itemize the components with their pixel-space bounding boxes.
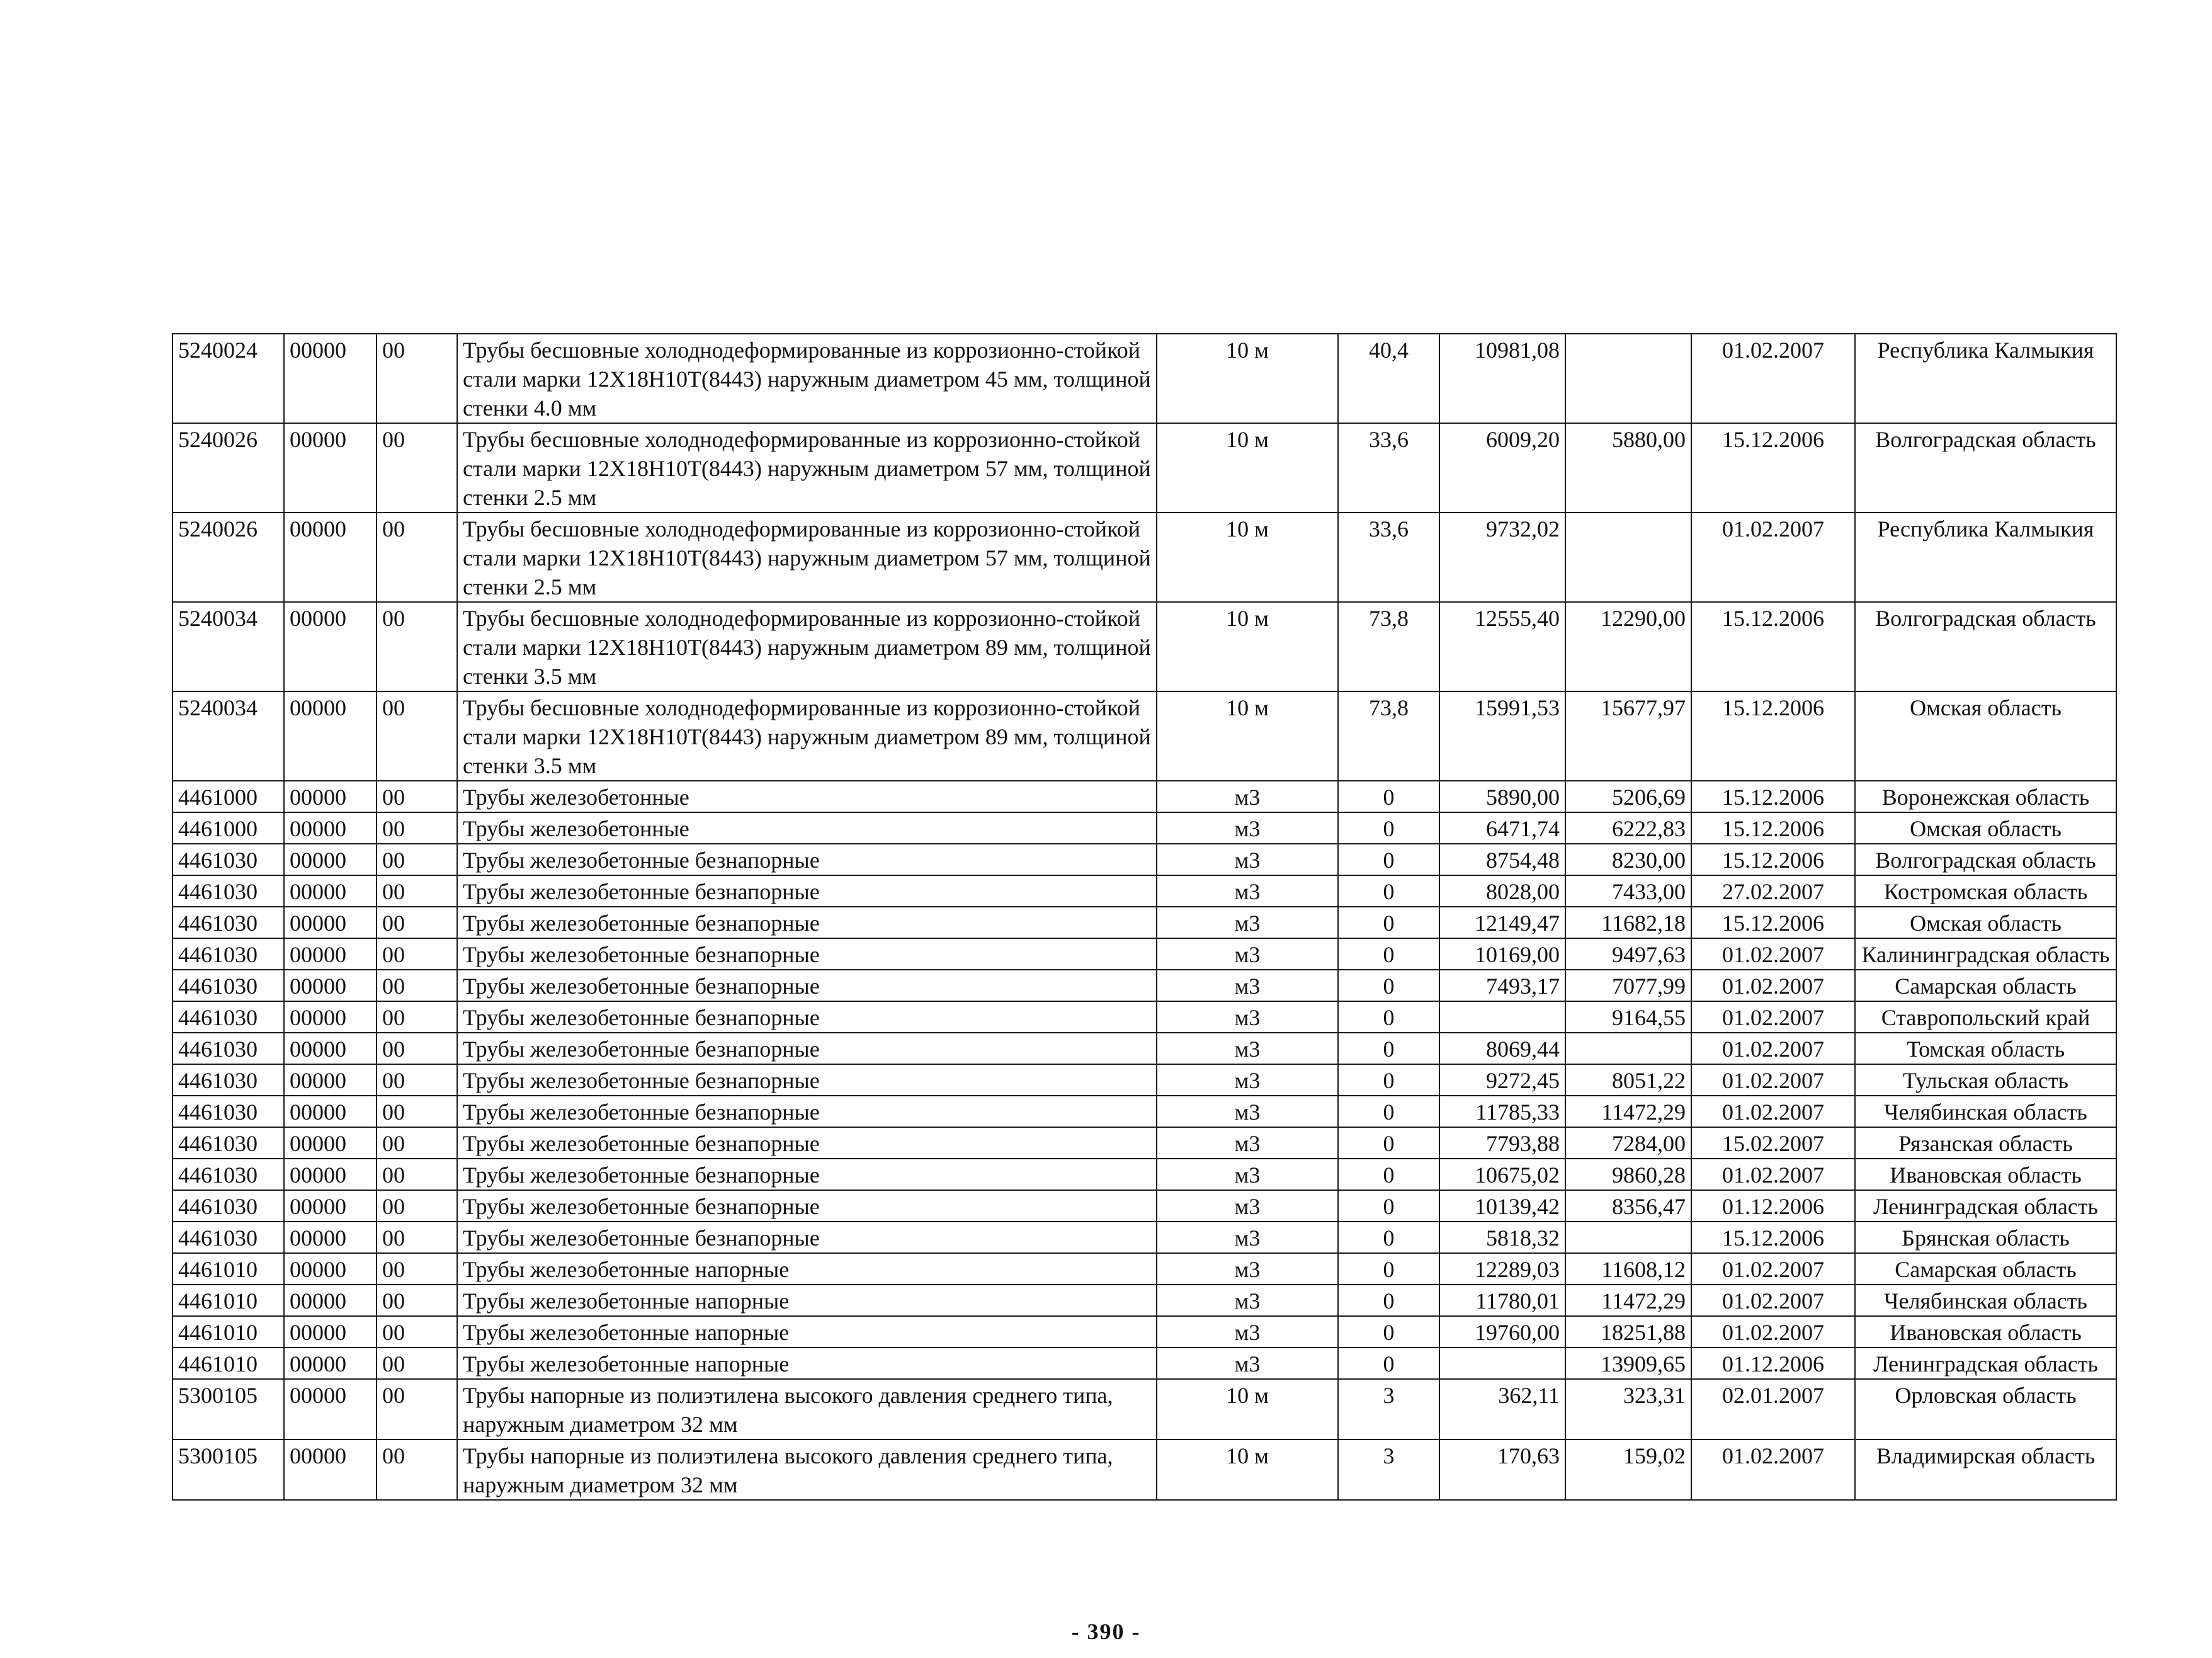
unit-cell: м3: [1157, 1064, 1338, 1096]
subcode-cell: 00000: [284, 1348, 377, 1379]
price-without-vat-cell: 159,02: [1565, 1439, 1691, 1500]
region-cell: Волгоградская область: [1855, 844, 2116, 875]
table-row: [173, 781, 2116, 812]
item-code-cell: 5240024: [173, 334, 284, 423]
price-without-vat-cell: 7077,99: [1565, 970, 1691, 1001]
price-cell: 8069,44: [1439, 1033, 1565, 1064]
price-without-vat-cell: 9164,55: [1565, 1001, 1691, 1033]
coefficient-cell: 0: [1338, 1001, 1439, 1033]
price-without-vat-cell: 12290,00: [1565, 602, 1691, 691]
item-code-cell: 4461030: [173, 1096, 284, 1127]
region-cell: Ивановская область: [1855, 1159, 2116, 1190]
region-cell: Калининградская область: [1855, 938, 2116, 970]
date-cell: 01.02.2007: [1691, 1253, 1855, 1285]
price-cell: 12149,47: [1439, 907, 1565, 938]
date-cell: 02.01.2007: [1691, 1379, 1855, 1439]
unit-cell: м3: [1157, 1127, 1338, 1159]
price-cell: 12289,03: [1439, 1253, 1565, 1285]
table-row: [173, 938, 2116, 970]
subcode-cell: 00000: [284, 970, 377, 1001]
item-name-cell: Трубы напорные из полиэтилена высокого давления среднего типа, наружным диаметром 32 мм: [457, 1379, 1157, 1439]
extension-cell: 00: [377, 1033, 457, 1064]
unit-cell: м3: [1157, 1316, 1338, 1348]
price-cell: 10169,00: [1439, 938, 1565, 970]
item-code-cell: 4461030: [173, 1159, 284, 1190]
price-without-vat-cell: 11608,12: [1565, 1253, 1691, 1285]
coefficient-cell: 33,6: [1338, 423, 1439, 513]
unit-cell: м3: [1157, 781, 1338, 812]
item-name-cell: Трубы железобетонные напорные: [457, 1253, 1157, 1285]
unit-cell: м3: [1157, 844, 1338, 875]
subcode-cell: 00000: [284, 1064, 377, 1096]
table-row: [173, 875, 2116, 907]
table-row: [173, 1439, 2116, 1500]
item-code-cell: 5300105: [173, 1379, 284, 1439]
subcode-cell: 00000: [284, 1379, 377, 1439]
extension-cell: 00: [377, 1439, 457, 1500]
coefficient-cell: 0: [1338, 1190, 1439, 1222]
unit-cell: м3: [1157, 1285, 1338, 1316]
extension-cell: 00: [377, 1253, 457, 1285]
item-name-cell: Трубы железобетонные безнапорные: [457, 1033, 1157, 1064]
coefficient-cell: 0: [1338, 1253, 1439, 1285]
coefficient-cell: 0: [1338, 1159, 1439, 1190]
subcode-cell: 00000: [284, 334, 377, 423]
unit-cell: м3: [1157, 1159, 1338, 1190]
coefficient-cell: 0: [1338, 1033, 1439, 1064]
item-name-cell: Трубы железобетонные безнапорные: [457, 970, 1157, 1001]
extension-cell: 00: [377, 513, 457, 602]
price-cell: 12555,40: [1439, 602, 1565, 691]
price-without-vat-cell: [1565, 513, 1691, 602]
price-without-vat-cell: 8230,00: [1565, 844, 1691, 875]
item-name-cell: Трубы железобетонные безнапорные: [457, 1222, 1157, 1253]
extension-cell: 00: [377, 1222, 457, 1253]
item-name-cell: Трубы железобетонные напорные: [457, 1316, 1157, 1348]
region-cell: Костромская область: [1855, 875, 2116, 907]
item-name-cell: Трубы железобетонные: [457, 781, 1157, 812]
item-code-cell: 4461000: [173, 781, 284, 812]
region-cell: Самарская область: [1855, 970, 2116, 1001]
table-row: [173, 691, 2116, 781]
subcode-cell: 00000: [284, 1253, 377, 1285]
region-cell: Владимирская область: [1855, 1439, 2116, 1500]
coefficient-cell: 0: [1338, 1064, 1439, 1096]
extension-cell: 00: [377, 812, 457, 844]
date-cell: 01.02.2007: [1691, 938, 1855, 970]
price-without-vat-cell: [1565, 1033, 1691, 1064]
date-cell: 01.12.2006: [1691, 1190, 1855, 1222]
price-cell: 11785,33: [1439, 1096, 1565, 1127]
price-without-vat-cell: 8051,22: [1565, 1064, 1691, 1096]
table-row: [173, 1253, 2116, 1285]
unit-cell: м3: [1157, 1001, 1338, 1033]
coefficient-cell: 0: [1338, 875, 1439, 907]
unit-cell: м3: [1157, 875, 1338, 907]
table-row: [173, 1159, 2116, 1190]
table-body: [173, 334, 2116, 1500]
price-without-vat-cell: 5880,00: [1565, 423, 1691, 513]
item-name-cell: Трубы бесшовные холоднодеформированные из коррозионно-стойкой стали марки 12Х18Н10Т(8443) наружным диаметром 45 мм, толщиной стенки 4.0 мм: [457, 334, 1157, 423]
unit-cell: 10 м: [1157, 423, 1338, 513]
unit-cell: 10 м: [1157, 1439, 1338, 1500]
item-code-cell: 4461000: [173, 812, 284, 844]
item-name-cell: Трубы железобетонные безнапорные: [457, 907, 1157, 938]
item-name-cell: Трубы железобетонные безнапорные: [457, 1127, 1157, 1159]
date-cell: 15.12.2006: [1691, 1222, 1855, 1253]
subcode-cell: 00000: [284, 875, 377, 907]
coefficient-cell: 0: [1338, 844, 1439, 875]
date-cell: 01.02.2007: [1691, 1064, 1855, 1096]
date-cell: 01.02.2007: [1691, 970, 1855, 1001]
price-cell: 5818,32: [1439, 1222, 1565, 1253]
region-cell: Томская область: [1855, 1033, 2116, 1064]
price-cell: 8754,48: [1439, 844, 1565, 875]
table-row: [173, 844, 2116, 875]
coefficient-cell: 0: [1338, 970, 1439, 1001]
region-cell: Омская область: [1855, 691, 2116, 781]
subcode-cell: 00000: [284, 844, 377, 875]
subcode-cell: 00000: [284, 1127, 377, 1159]
region-cell: Омская область: [1855, 907, 2116, 938]
item-name-cell: Трубы железобетонные безнапорные: [457, 1190, 1157, 1222]
price-without-vat-cell: 11472,29: [1565, 1285, 1691, 1316]
region-cell: Челябинская область: [1855, 1285, 2116, 1316]
region-cell: Брянская область: [1855, 1222, 2116, 1253]
item-code-cell: 4461030: [173, 907, 284, 938]
item-code-cell: 4461030: [173, 1001, 284, 1033]
price-cell: 6471,74: [1439, 812, 1565, 844]
date-cell: 15.02.2007: [1691, 1127, 1855, 1159]
table-row: [173, 1379, 2116, 1439]
item-name-cell: Трубы железобетонные напорные: [457, 1348, 1157, 1379]
item-code-cell: 4461010: [173, 1348, 284, 1379]
unit-cell: 10 м: [1157, 1379, 1338, 1439]
coefficient-cell: 0: [1338, 1127, 1439, 1159]
date-cell: 15.12.2006: [1691, 844, 1855, 875]
coefficient-cell: 0: [1338, 1096, 1439, 1127]
unit-cell: 10 м: [1157, 691, 1338, 781]
coefficient-cell: 0: [1338, 1316, 1439, 1348]
extension-cell: 00: [377, 1316, 457, 1348]
coefficient-cell: 0: [1338, 1348, 1439, 1379]
price-cell: [1439, 1348, 1565, 1379]
date-cell: 15.12.2006: [1691, 781, 1855, 812]
date-cell: 01.02.2007: [1691, 1316, 1855, 1348]
date-cell: 01.02.2007: [1691, 1096, 1855, 1127]
item-name-cell: Трубы железобетонные безнапорные: [457, 844, 1157, 875]
price-without-vat-cell: 11682,18: [1565, 907, 1691, 938]
unit-cell: м3: [1157, 1096, 1338, 1127]
region-cell: Омская область: [1855, 812, 2116, 844]
table-row: [173, 423, 2116, 513]
price-without-vat-cell: 7284,00: [1565, 1127, 1691, 1159]
region-cell: Ленинградская область: [1855, 1190, 2116, 1222]
item-code-cell: 4461030: [173, 1222, 284, 1253]
date-cell: 01.02.2007: [1691, 1159, 1855, 1190]
item-name-cell: Трубы бесшовные холоднодеформированные из коррозионно-стойкой стали марки 12Х18Н10Т(8443) наружным диаметром 57 мм, толщиной стенки 2.5 мм: [457, 513, 1157, 602]
price-without-vat-cell: 7433,00: [1565, 875, 1691, 907]
extension-cell: 00: [377, 1001, 457, 1033]
unit-cell: м3: [1157, 1190, 1338, 1222]
item-name-cell: Трубы железобетонные безнапорные: [457, 875, 1157, 907]
table-row: [173, 334, 2116, 423]
region-cell: Рязанская область: [1855, 1127, 2116, 1159]
coefficient-cell: 0: [1338, 812, 1439, 844]
table-row: [173, 1285, 2116, 1316]
unit-cell: м3: [1157, 812, 1338, 844]
item-name-cell: Трубы железобетонные безнапорные: [457, 1001, 1157, 1033]
price-cell: 9732,02: [1439, 513, 1565, 602]
item-name-cell: Трубы бесшовные холоднодеформированные из коррозионно-стойкой стали марки 12Х18Н10Т(8443) наружным диаметром 57 мм, толщиной стенки 2.5 мм: [457, 423, 1157, 513]
item-code-cell: 4461030: [173, 844, 284, 875]
date-cell: 15.12.2006: [1691, 812, 1855, 844]
date-cell: 01.02.2007: [1691, 1001, 1855, 1033]
subcode-cell: 00000: [284, 1096, 377, 1127]
table-row: [173, 1222, 2116, 1253]
item-code-cell: 4461030: [173, 1064, 284, 1096]
price-without-vat-cell: 323,31: [1565, 1379, 1691, 1439]
price-without-vat-cell: 18251,88: [1565, 1316, 1691, 1348]
item-code-cell: 4461030: [173, 875, 284, 907]
price-cell: 10981,08: [1439, 334, 1565, 423]
extension-cell: 00: [377, 334, 457, 423]
table-row: [173, 1348, 2116, 1379]
region-cell: Орловская область: [1855, 1379, 2116, 1439]
extension-cell: 00: [377, 691, 457, 781]
extension-cell: 00: [377, 875, 457, 907]
table-row: [173, 602, 2116, 691]
region-cell: Воронежская область: [1855, 781, 2116, 812]
extension-cell: 00: [377, 1190, 457, 1222]
coefficient-cell: 33,6: [1338, 513, 1439, 602]
subcode-cell: 00000: [284, 423, 377, 513]
region-cell: Республика Калмыкия: [1855, 334, 2116, 423]
price-cell: 8028,00: [1439, 875, 1565, 907]
price-cell: 11780,01: [1439, 1285, 1565, 1316]
extension-cell: 00: [377, 602, 457, 691]
price-without-vat-cell: 5206,69: [1565, 781, 1691, 812]
unit-cell: м3: [1157, 1222, 1338, 1253]
item-code-cell: 5240026: [173, 513, 284, 602]
region-cell: Челябинская область: [1855, 1096, 2116, 1127]
region-cell: Ленинградская область: [1855, 1348, 2116, 1379]
item-name-cell: Трубы железобетонные безнапорные: [457, 1096, 1157, 1127]
subcode-cell: 00000: [284, 812, 377, 844]
subcode-cell: 00000: [284, 1159, 377, 1190]
region-cell: Тульская область: [1855, 1064, 2116, 1096]
price-cell: 6009,20: [1439, 423, 1565, 513]
table-row: [173, 1127, 2116, 1159]
coefficient-cell: 3: [1338, 1439, 1439, 1500]
extension-cell: 00: [377, 1285, 457, 1316]
coefficient-cell: 0: [1338, 1285, 1439, 1316]
subcode-cell: 00000: [284, 513, 377, 602]
item-name-cell: Трубы железобетонные: [457, 812, 1157, 844]
date-cell: 01.02.2007: [1691, 1439, 1855, 1500]
date-cell: 15.12.2006: [1691, 423, 1855, 513]
extension-cell: 00: [377, 970, 457, 1001]
item-name-cell: Трубы железобетонные безнапорные: [457, 938, 1157, 970]
table-row: [173, 1096, 2116, 1127]
subcode-cell: 00000: [284, 1316, 377, 1348]
item-name-cell: Трубы железобетонные безнапорные: [457, 1159, 1157, 1190]
extension-cell: 00: [377, 423, 457, 513]
extension-cell: 00: [377, 844, 457, 875]
item-code-cell: 4461010: [173, 1316, 284, 1348]
item-name-cell: Трубы бесшовные холоднодеформированные из коррозионно-стойкой стали марки 12Х18Н10Т(8443) наружным диаметром 89 мм, толщиной стенки 3.5 мм: [457, 691, 1157, 781]
item-name-cell: Трубы железобетонные напорные: [457, 1285, 1157, 1316]
extension-cell: 00: [377, 1379, 457, 1439]
coefficient-cell: 0: [1338, 781, 1439, 812]
extension-cell: 00: [377, 1127, 457, 1159]
price-cell: 362,11: [1439, 1379, 1565, 1439]
extension-cell: 00: [377, 938, 457, 970]
item-code-cell: 5240034: [173, 691, 284, 781]
subcode-cell: 00000: [284, 1439, 377, 1500]
item-code-cell: 5300105: [173, 1439, 284, 1500]
extension-cell: 00: [377, 1096, 457, 1127]
item-name-cell: Трубы напорные из полиэтилена высокого давления среднего типа, наружным диаметром 32 мм: [457, 1439, 1157, 1500]
price-cell: 5890,00: [1439, 781, 1565, 812]
date-cell: 15.12.2006: [1691, 602, 1855, 691]
price-cell: 10675,02: [1439, 1159, 1565, 1190]
subcode-cell: 00000: [284, 781, 377, 812]
item-name-cell: Трубы железобетонные безнапорные: [457, 1064, 1157, 1096]
date-cell: 27.02.2007: [1691, 875, 1855, 907]
extension-cell: 00: [377, 907, 457, 938]
item-name-cell: Трубы бесшовные холоднодеформированные из коррозионно-стойкой стали марки 12Х18Н10Т(8443) наружным диаметром 89 мм, толщиной стенки 3.5 мм: [457, 602, 1157, 691]
subcode-cell: 00000: [284, 1033, 377, 1064]
table-row: [173, 1001, 2116, 1033]
table-row: [173, 970, 2116, 1001]
region-cell: Республика Калмыкия: [1855, 513, 2116, 602]
extension-cell: 00: [377, 781, 457, 812]
unit-cell: м3: [1157, 1253, 1338, 1285]
price-without-vat-cell: 9497,63: [1565, 938, 1691, 970]
table-row: [173, 812, 2116, 844]
item-code-cell: 4461010: [173, 1285, 284, 1316]
subcode-cell: 00000: [284, 691, 377, 781]
table-row: [173, 1064, 2116, 1096]
table-row: [173, 513, 2116, 602]
subcode-cell: 00000: [284, 1190, 377, 1222]
item-code-cell: 4461030: [173, 1190, 284, 1222]
subcode-cell: 00000: [284, 907, 377, 938]
price-without-vat-cell: 9860,28: [1565, 1159, 1691, 1190]
region-cell: Волгоградская область: [1855, 602, 2116, 691]
date-cell: 01.02.2007: [1691, 1033, 1855, 1064]
price-cell: 170,63: [1439, 1439, 1565, 1500]
price-without-vat-cell: [1565, 1222, 1691, 1253]
extension-cell: 00: [377, 1348, 457, 1379]
unit-cell: м3: [1157, 1033, 1338, 1064]
date-cell: 01.12.2006: [1691, 1348, 1855, 1379]
subcode-cell: 00000: [284, 602, 377, 691]
price-cell: 7493,17: [1439, 970, 1565, 1001]
coefficient-cell: 73,8: [1338, 602, 1439, 691]
subcode-cell: 00000: [284, 938, 377, 970]
unit-cell: 10 м: [1157, 513, 1338, 602]
item-code-cell: 4461030: [173, 1127, 284, 1159]
unit-cell: 10 м: [1157, 334, 1338, 423]
subcode-cell: 00000: [284, 1001, 377, 1033]
region-cell: Самарская область: [1855, 1253, 2116, 1285]
unit-cell: м3: [1157, 1348, 1338, 1379]
item-code-cell: 5240026: [173, 423, 284, 513]
coefficient-cell: 0: [1338, 938, 1439, 970]
unit-cell: м3: [1157, 907, 1338, 938]
region-cell: Ивановская область: [1855, 1316, 2116, 1348]
price-cell: 10139,42: [1439, 1190, 1565, 1222]
extension-cell: 00: [377, 1064, 457, 1096]
unit-cell: 10 м: [1157, 602, 1338, 691]
coefficient-cell: 73,8: [1338, 691, 1439, 781]
date-cell: 01.02.2007: [1691, 1285, 1855, 1316]
coefficient-cell: 40,4: [1338, 334, 1439, 423]
price-cell: [1439, 1001, 1565, 1033]
subcode-cell: 00000: [284, 1222, 377, 1253]
item-code-cell: 4461010: [173, 1253, 284, 1285]
price-table: [172, 333, 2117, 1501]
item-code-cell: 4461030: [173, 938, 284, 970]
subcode-cell: 00000: [284, 1285, 377, 1316]
date-cell: 01.02.2007: [1691, 513, 1855, 602]
table-row: [173, 1316, 2116, 1348]
price-cell: 19760,00: [1439, 1316, 1565, 1348]
price-without-vat-cell: 13909,65: [1565, 1348, 1691, 1379]
region-cell: Ставропольский край: [1855, 1001, 2116, 1033]
price-cell: 9272,45: [1439, 1064, 1565, 1096]
date-cell: 01.02.2007: [1691, 334, 1855, 423]
unit-cell: м3: [1157, 938, 1338, 970]
item-code-cell: 4461030: [173, 1033, 284, 1064]
extension-cell: 00: [377, 1159, 457, 1190]
date-cell: 15.12.2006: [1691, 907, 1855, 938]
coefficient-cell: 0: [1338, 1222, 1439, 1253]
coefficient-cell: 3: [1338, 1379, 1439, 1439]
price-without-vat-cell: 15677,97: [1565, 691, 1691, 781]
price-cell: 15991,53: [1439, 691, 1565, 781]
table-row: [173, 907, 2116, 938]
price-without-vat-cell: 6222,83: [1565, 812, 1691, 844]
item-code-cell: 5240034: [173, 602, 284, 691]
unit-cell: м3: [1157, 970, 1338, 1001]
date-cell: 15.12.2006: [1691, 691, 1855, 781]
region-cell: Волгоградская область: [1855, 423, 2116, 513]
price-cell: 7793,88: [1439, 1127, 1565, 1159]
price-without-vat-cell: [1565, 334, 1691, 423]
table-row: [173, 1190, 2116, 1222]
table-row: [173, 1033, 2116, 1064]
item-code-cell: 4461030: [173, 970, 284, 1001]
price-without-vat-cell: 8356,47: [1565, 1190, 1691, 1222]
page-number: - 390 -: [1071, 1619, 1141, 1644]
price-without-vat-cell: 11472,29: [1565, 1096, 1691, 1127]
coefficient-cell: 0: [1338, 907, 1439, 938]
